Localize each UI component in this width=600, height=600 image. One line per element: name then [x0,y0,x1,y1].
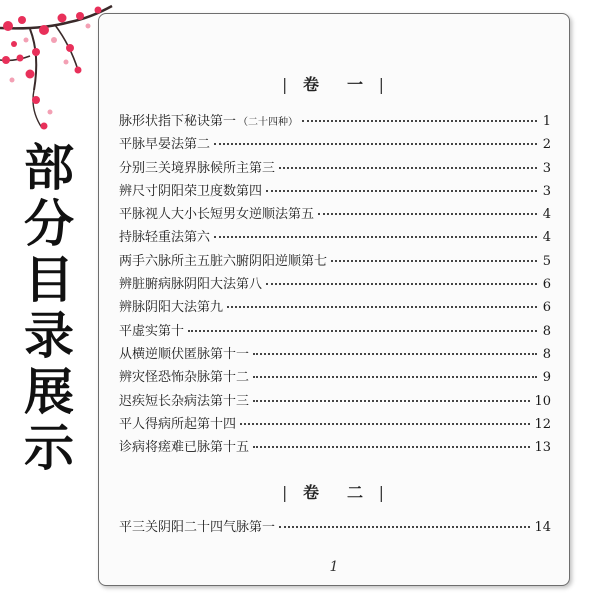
toc-page: 4 [542,230,551,246]
toc-page: 2 [542,137,551,153]
page-number: 1 [329,559,339,575]
side-title [18,140,80,476]
toc-entry[interactable] [119,180,551,203]
toc-entry[interactable] [119,436,551,459]
toc-leader [318,213,537,215]
toc-entry[interactable] [119,250,551,273]
toc-page: 3 [542,183,551,199]
toc-entry[interactable] [119,320,551,343]
heading-bar: | [282,75,290,94]
toc-page: 1 [542,114,551,129]
toc-leader [279,526,530,528]
heading-char: 一 [347,75,366,94]
toc-entry[interactable] [119,226,551,249]
toc-list-volume-one [119,110,551,459]
toc-page: 4 [542,207,551,223]
toc-leader [214,236,537,238]
toc-entry[interactable] [119,516,551,539]
toc-entry[interactable] [119,296,551,319]
toc-leader [253,400,530,402]
toc-title: 辨尺寸阴阳荣卫度数第四 [119,183,263,199]
toc-entry[interactable] [119,390,551,413]
heading-bar: | [282,483,290,502]
toc-title: 脉形状指下秘诀第一 [119,114,237,129]
toc-note: （二十四种） [238,117,299,128]
toc-title: 平脉视人大小长短男女逆顺法第五 [119,207,315,223]
toc-page: 8 [542,346,551,362]
side-title-char: 示 [24,419,74,477]
side-title-char: 录 [24,307,74,365]
heading-bar: | [378,75,386,94]
toc-title: 辨灾怪恐怖杂脉第十二 [119,370,250,386]
toc-leader [266,190,537,192]
toc-title: 分别三关境界脉候所主第三 [119,160,276,176]
toc-page: 3 [542,160,551,176]
toc-entry[interactable] [119,366,551,389]
toc-entry[interactable] [119,157,551,180]
toc-page: 10 [534,393,551,409]
toc-leader [240,423,530,425]
toc-entry[interactable] [119,413,551,436]
side-title-char: 部 [24,139,74,197]
toc-leader [302,120,537,122]
toc-title: 平脉早晏法第二 [119,137,211,153]
toc-title: 持脉轻重法第六 [119,230,211,246]
toc-title: 辨脏腑病脉阴阳大法第八 [119,277,263,293]
toc-entry[interactable] [119,343,551,366]
side-title-char: 目 [24,251,74,309]
toc-title: 平三关阴阳二十四气脉第一 [119,520,276,535]
toc-page: 6 [542,300,551,316]
toc-title: 从横逆顺伏匿脉第十一 [119,346,250,362]
heading-char: 卷 [302,75,321,94]
volume-two-heading [99,480,569,503]
toc-leader [188,330,537,332]
toc-title: 迟疾短长杂病法第十三 [119,393,250,409]
heading-char: 卷 [302,483,321,502]
heading-char: 二 [347,483,366,502]
toc-page: 8 [542,323,551,339]
toc-page: 13 [534,440,551,456]
toc-page: 9 [542,370,551,386]
toc-leader [214,143,537,145]
toc-page: 12 [534,416,551,432]
toc-leader [331,260,537,262]
toc-leader [253,446,530,448]
toc-entry[interactable] [119,110,551,133]
toc-page: 6 [542,277,551,293]
toc-list-volume-two [119,516,551,539]
toc-title: 辨脉阴阳大法第九 [119,300,224,316]
toc-title: 平虚实第十 [119,323,185,339]
toc-leader [253,353,537,355]
toc-leader [279,167,537,169]
toc-leader [253,376,537,378]
toc-title: 平人得病所起第十四 [119,416,237,432]
toc-entry[interactable] [119,133,551,156]
toc-page: 5 [542,253,551,269]
side-title-char: 分 [24,195,74,253]
volume-one-heading [99,72,569,95]
toc-title: 诊病将瘥难已脉第十五 [119,440,250,456]
side-title-char: 展 [24,363,74,421]
toc-page: 14 [534,520,551,535]
toc-title: 两手六脉所主五脏六腑阴阳逆顺第七 [119,253,328,269]
toc-entry[interactable] [119,273,551,296]
toc-leader [266,283,537,285]
heading-bar: | [378,483,386,502]
toc-leader [227,306,537,308]
book-page [98,13,570,586]
toc-entry[interactable] [119,203,551,226]
